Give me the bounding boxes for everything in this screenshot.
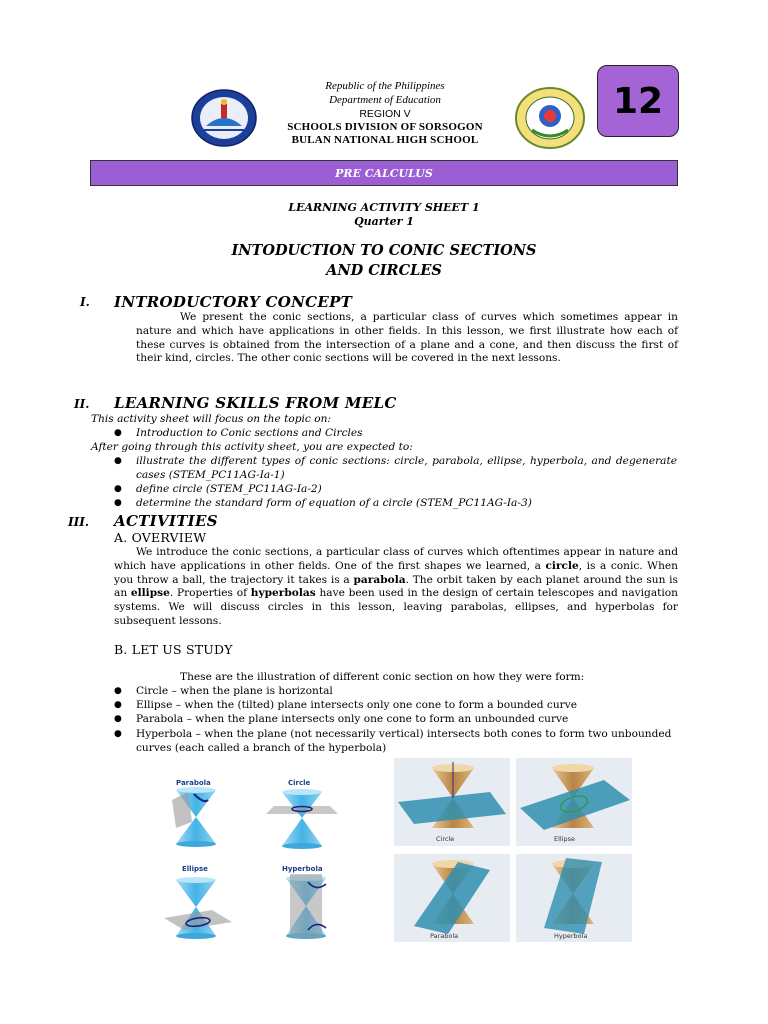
melc-item-2-text: illustrate the different types of conic sections: circle, parabola, ellipse, hyperbola, and degenerate cases (STEM_PC11AG-Ia-1) (136, 455, 677, 481)
melc-item-1-text: Introduction to Conic sections and Circles (136, 427, 363, 439)
header-school: BULAN NATIONAL HIGH SCHOOL (291, 134, 479, 146)
bullet-icon: ● (114, 729, 122, 739)
header-republic: Republic of the Philippines (325, 80, 445, 92)
section-2-title: LEARNING SKILLS FROM MELC (114, 394, 397, 412)
grade-level-badge: 12 (597, 65, 679, 137)
fig-left-ellipse-label: Ellipse (182, 865, 208, 873)
conic-item-hyperbola: ● Hyperbola – when the plane (not necessarily vertical) intersects both cones to form two unbounded curves (each called a branch of the hyperbola) (114, 728, 672, 754)
bullet-icon: ● (114, 498, 122, 508)
section-3-title: ACTIVITIES (114, 512, 218, 530)
study-intro: These are the illustration of different conic section on how they were form: (180, 671, 585, 683)
melc-item-3 (114, 483, 676, 497)
subject-bar: PRE CALCULUS (90, 160, 678, 186)
conic-item-parabola: ● Parabola – when the plane intersects only one cone to form an unbounded curve (114, 713, 569, 725)
fig-left-parabola-label: Parabola (176, 779, 211, 787)
melc-item-1 (114, 427, 676, 441)
hyperbola-cone-icon (286, 874, 326, 939)
circle-cone-icon (266, 789, 338, 849)
sheet-quarter: Quarter 1 (354, 215, 414, 228)
bullet-icon: ● (114, 428, 122, 438)
conic-figure-left (158, 770, 348, 942)
bullet-icon: ● (114, 456, 122, 466)
melc-item-4-text: determine the standard form of equation of a circle (STEM_PC11AG-Ia-3) (136, 497, 532, 509)
main-title-line2: AND CIRCLES (326, 262, 442, 279)
header-division: SCHOOLS DIVISION OF SORSOGON (287, 121, 483, 133)
let-us-study-heading: B. LET US STUDY (114, 642, 233, 657)
fig-right-parabola-label: Parabola (430, 932, 459, 940)
melc-item-2 (114, 455, 677, 483)
parabola-cone-icon (172, 787, 216, 847)
header-department: Department of Education (329, 94, 441, 106)
section-2-number: II. (74, 397, 90, 411)
bullet-icon: ● (114, 700, 122, 710)
conic-item-ellipse: ● Ellipse – when the (tilted) plane intersects only one cone to form a bounded curve (114, 699, 577, 711)
melc-item-3-text: define circle (STEM_PC11AG-Ia-2) (136, 483, 322, 495)
fig-right-hyperbola-label: Hyperbola (554, 932, 588, 940)
fig-left-hyperbola-label: Hyperbola (282, 865, 323, 873)
sheet-title: LEARNING ACTIVITY SHEET 1 (288, 201, 480, 214)
section-2-expect: After going through this activity sheet, you are expected to: (91, 441, 413, 453)
overview-text: We introduce the conic sections, a particular class of curves which oftentimes appear in nature and which have applications in other fields. One of the first shapes we learned, a circle, is a conic. When you throw a ball, the trajectory it takes is a parabola. The orbit taken by each planet around the sun is an ellipse. Properties of hyperbolas have been used in the design of certain telescopes and navigation systems. We will discuss circles in this lesson, leaving parabolas, ellipses, and hyperbolas for subsequent lessons. (114, 546, 678, 627)
conic-item-circle: ● Circle – when the plane is horizontal (114, 685, 333, 697)
section-3-number: III. (68, 515, 90, 529)
melc-item-4 (114, 497, 676, 511)
section-1-title: INTRODUCTORY CONCEPT (114, 293, 353, 311)
term-hyperbolas: hyperbolas (250, 587, 316, 600)
bullet-icon: ● (114, 714, 122, 724)
header-region: REGION V (359, 108, 411, 120)
term-circle: circle (545, 559, 579, 572)
term-ellipse: ellipse (130, 587, 170, 600)
conic-figure-right (394, 758, 632, 942)
term-parabola: parabola (353, 573, 406, 586)
section-2-intro: This activity sheet will focus on the topic on: (91, 413, 331, 425)
fig-right-ellipse-label: Ellipse (554, 835, 576, 843)
ellipse-cone-icon (164, 877, 232, 939)
fig-right-circle-label: Circle (436, 835, 455, 843)
bullet-icon: ● (114, 686, 122, 696)
main-title-line1: INTODUCTION TO CONIC SECTIONS (231, 242, 537, 259)
fig-left-circle-label: Circle (288, 779, 311, 787)
bullet-icon: ● (114, 484, 122, 494)
section-1-number: I. (80, 295, 90, 309)
overview-heading: A. OVERVIEW (114, 530, 207, 545)
section-1-text: We present the conic sections, a particular class of curves which sometimes appear in nature and which have applications in other fields. In this lesson, we first illustrate how each of these curves is obtained from the intersection of a plane and a cone, and then discuss the first of their kind, circles. The other conic sections will be covered in the next lessons. (136, 311, 678, 365)
